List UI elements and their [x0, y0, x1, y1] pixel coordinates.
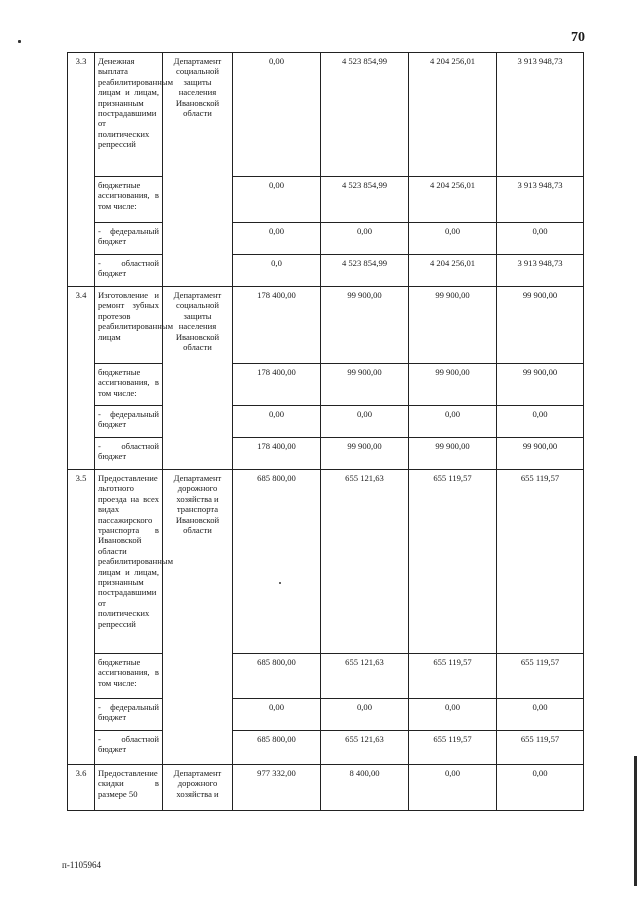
value-cell: 655 119,57 [497, 731, 584, 765]
value-cell: 0,00 [233, 177, 321, 223]
item-description: Предоставление скидки в размере 50 [95, 765, 163, 811]
value-cell: 99 900,00 [409, 287, 497, 364]
value-cell: 0,00 [233, 699, 321, 731]
item-description: Денежная выплата реабилитированным лицам и лицам, признанным пострадавшими от политических репрессий [95, 53, 163, 177]
table-row [68, 654, 584, 699]
value-cell: 655 119,57 [409, 470, 497, 654]
value-cell: 655 119,57 [497, 654, 584, 699]
value-cell: 4 204 256,01 [409, 53, 497, 177]
value-cell: 4 523 854,99 [321, 255, 409, 287]
value-cell: 0,0 [233, 255, 321, 287]
value-cell: 0,00 [497, 699, 584, 731]
table-row [68, 406, 584, 438]
value-cell: 99 900,00 [497, 364, 584, 406]
value-cell: 178 400,00 [233, 364, 321, 406]
item-department: Департамент социальной защиты населения Ивановской области [163, 287, 233, 470]
item-number: 3.5 [68, 470, 95, 765]
scan-speck [18, 40, 21, 43]
value-cell: 0,00 [409, 765, 497, 811]
scan-edge-mark [634, 756, 637, 886]
value-cell: 3 913 948,73 [497, 53, 584, 177]
value-cell: 99 900,00 [497, 438, 584, 470]
budget-table [67, 52, 584, 811]
table-row [68, 255, 584, 287]
subrow-label: бюджетные ассигнования, в том числе: [95, 654, 163, 699]
value-cell: 0,00 [233, 406, 321, 438]
value-cell: 0,00 [321, 223, 409, 255]
subrow-label: - федеральный бюджет [95, 406, 163, 438]
subrow-label: - областной бюджет [95, 438, 163, 470]
table-row [68, 699, 584, 731]
table-row [68, 364, 584, 406]
subrow-label: - областной бюджет [95, 731, 163, 765]
value-cell: 4 204 256,01 [409, 255, 497, 287]
table-row [68, 438, 584, 470]
value-cell: 0,00 [321, 406, 409, 438]
value-cell: 99 900,00 [321, 438, 409, 470]
value-cell: 977 332,00 [233, 765, 321, 811]
value-cell: 655 121,63 [321, 731, 409, 765]
table-row [68, 177, 584, 223]
value-cell: 4 523 854,99 [321, 53, 409, 177]
value-cell: 685 800,00 [233, 654, 321, 699]
value-cell: 655 121,63 [321, 470, 409, 654]
item-description: Изготовление и ремонт зубных протезов реабилитированным лицам [95, 287, 163, 364]
subrow-label: бюджетные ассигнования, в том числе: [95, 177, 163, 223]
value-cell: 178 400,00 [233, 287, 321, 364]
value-cell: 99 900,00 [321, 287, 409, 364]
value-cell: 655 119,57 [409, 654, 497, 699]
subrow-label: - областной бюджет [95, 255, 163, 287]
table-row [68, 470, 584, 654]
value-cell: 0,00 [233, 223, 321, 255]
value-cell: 0,00 [497, 406, 584, 438]
item-number: 3.6 [68, 765, 95, 811]
value-cell: 178 400,00 [233, 438, 321, 470]
table-row [68, 731, 584, 765]
page-number: 70 [571, 30, 585, 45]
item-description: Предоставление льготного проезда на всех видах пассажирского транспорта в Ивановской области реабилитированным лицам и лицам, признанным пострадавшими от политических репрессий [95, 470, 163, 654]
value-cell: 0,00 [321, 699, 409, 731]
value-cell: 3 913 948,73 [497, 177, 584, 223]
value-cell: 655 119,57 [497, 470, 584, 654]
subrow-label: - федеральный бюджет [95, 223, 163, 255]
value-cell: 685 800,00 [233, 470, 321, 654]
item-department: Департамент дорожного хозяйства и транспорта Ивановской области [163, 470, 233, 765]
value-cell: 99 900,00 [321, 364, 409, 406]
document-code: п-1105964 [62, 860, 101, 870]
value-cell: 685 800,00 [233, 731, 321, 765]
value-cell: 655 121,63 [321, 654, 409, 699]
table-row [68, 765, 584, 811]
table-row [68, 53, 584, 177]
value-cell: 3 913 948,73 [497, 255, 584, 287]
value-cell: 8 400,00 [321, 765, 409, 811]
value-cell: 99 900,00 [497, 287, 584, 364]
value-cell: 4 204 256,01 [409, 177, 497, 223]
value-cell: 0,00 [497, 223, 584, 255]
value-cell: 655 119,57 [409, 731, 497, 765]
value-cell: 0,00 [497, 765, 584, 811]
subrow-label: - федеральный бюджет [95, 699, 163, 731]
value-cell: 0,00 [409, 223, 497, 255]
value-cell: 99 900,00 [409, 438, 497, 470]
value-cell: 0,00 [233, 53, 321, 177]
table-row [68, 287, 584, 364]
value-cell: 99 900,00 [409, 364, 497, 406]
item-number: 3.3 [68, 53, 95, 287]
value-cell: 0,00 [409, 406, 497, 438]
subrow-label: бюджетные ассигнования, в том числе: [95, 364, 163, 406]
item-department: Департамент социальной защиты населения Ивановской области [163, 53, 233, 287]
value-cell: 0,00 [409, 699, 497, 731]
item-number: 3.4 [68, 287, 95, 470]
table-row [68, 223, 584, 255]
value-cell: 4 523 854,99 [321, 177, 409, 223]
item-department: Департамент дорожного хозяйства и [163, 765, 233, 811]
